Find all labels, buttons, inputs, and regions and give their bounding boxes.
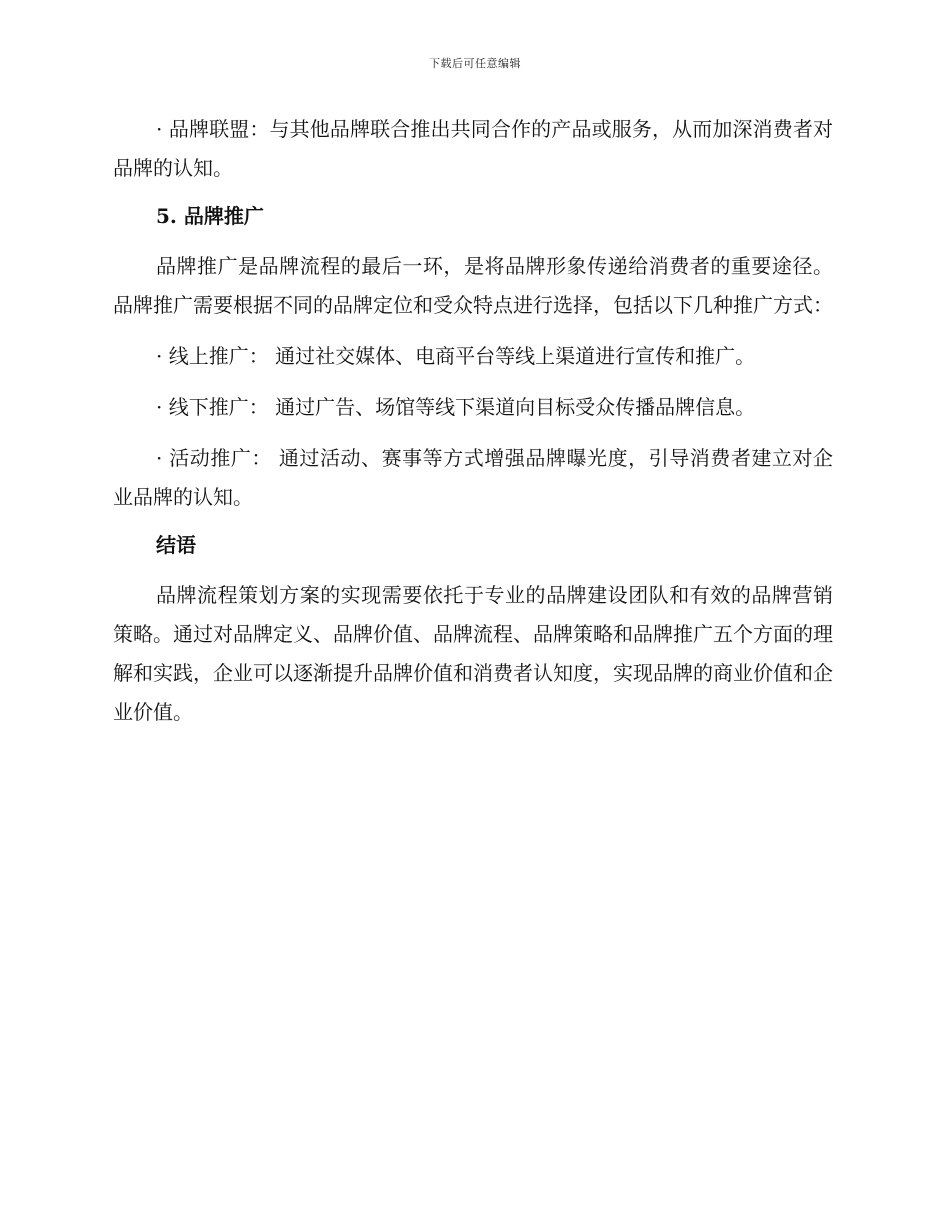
paragraph-brand-promotion-intro: 品牌推广是品牌流程的最后一环，是将品牌形象传递给消费者的重要途径。品牌推广需要根据不同的品牌定位和受众特点进行选择，包括以下几种推广方式：: [113, 254, 833, 317]
paragraph-conclusion: 品牌流程策划方案的实现需要依托于专业的品牌建设团队和有效的品牌营销策略。通过对品牌定义、品牌价值、品牌流程、品牌策略和品牌推广五个方面的理解和实践，企业可以逐渐提升品牌价值和消费者认知度，实现品牌的商业价值和企业价值。: [113, 583, 833, 724]
bullet-event-promotion: · 活动推广： 通过活动、赛事等方式增强品牌曝光度，引导消费者建立对企业品牌的认知。: [113, 446, 833, 509]
bullet-brand-alliance: · 品牌联盟：与其他品牌联合推出共同合作的产品或服务，从而加深消费者对品牌的认知。: [113, 117, 833, 180]
section-heading-brand-promotion: 5. 品牌推广: [156, 204, 264, 228]
page-header: 下载后可任意编辑: [429, 57, 521, 70]
bullet-offline-promotion: · 线下推广： 通过广告、场馆等线下渠道向目标受众传播品牌信息。: [156, 395, 756, 419]
document-body: [113, 110, 833, 744]
bullet-online-promotion: · 线上推广： 通过社交媒体、电商平台等线上渠道进行宣传和推广。: [156, 344, 756, 368]
section-heading-conclusion: 结语: [156, 533, 196, 557]
